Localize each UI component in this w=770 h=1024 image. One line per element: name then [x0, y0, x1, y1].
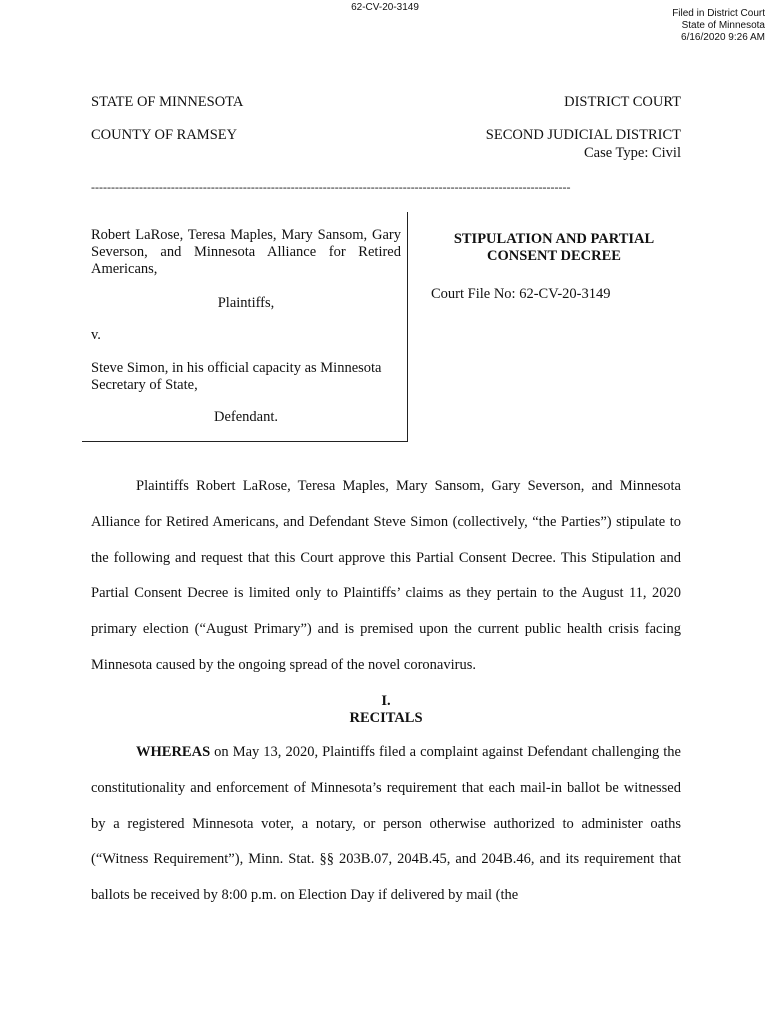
state-heading: STATE OF MINNESOTA: [91, 94, 244, 110]
case-type: Case Type: Civil: [584, 145, 681, 161]
filing-stamp-court: Filed in District Court: [672, 8, 765, 19]
defendant-label: Defendant.: [213, 409, 278, 425]
whereas-lead: WHEREAS: [136, 744, 211, 760]
document-title-line2: CONSENT DECREE: [487, 248, 621, 264]
caption-divider-horizontal: [82, 441, 408, 442]
plaintiffs-names: Robert LaRose, Teresa Maples, Mary Sansom, Gary Severson, and Minnesota Alliance for Retired Americans,: [91, 227, 401, 277]
plaintiffs-label: Plaintiffs,: [217, 295, 275, 311]
section-heading: [91, 693, 681, 727]
caption-parties: [91, 227, 401, 426]
section-number: I.: [381, 693, 391, 709]
filing-stamp-datetime: 6/16/2020 9:26 AM: [681, 32, 765, 43]
county-heading: COUNTY OF RAMSEY: [91, 127, 238, 143]
case-number-stamp: 62-CV-20-3149: [351, 2, 419, 13]
intro-paragraph-block: [91, 469, 681, 684]
court-heading: DISTRICT COURT: [564, 94, 681, 110]
filing-stamp: [672, 8, 765, 44]
recital-paragraph: [91, 735, 681, 914]
recital-paragraph-block: [91, 735, 681, 914]
defendant-name: Steve Simon, in his official capacity as Minnesota Secretary of State,: [91, 360, 382, 393]
intro-paragraph: Plaintiffs Robert LaRose, Teresa Maples, Mary Sansom, Gary Severson, and Minnesota Alliance for Retired Americans, and Defendant Steve Simon (collectively, “the Parties”) stipulate to the following and request that this Court approve this Partial Consent Decree. This Stipulation and Partial Consent Decree is limited only to Plaintiffs’ claims as they pertain to the August 11, 2020 primary election (“August Primary”) and is premised upon the current public health crisis facing Minnesota caused by the ongoing spread of the novel coronavirus.: [91, 478, 681, 673]
versus-label: v.: [91, 327, 101, 343]
court-file-number: Court File No: 62-CV-20-3149: [431, 286, 611, 302]
section-title: RECITALS: [349, 710, 423, 726]
filing-stamp-state: State of Minnesota: [681, 20, 765, 31]
header-separator: ------------------------------------------------------------------------------------------------------------------------: [91, 180, 571, 194]
whereas-text: on May 13, 2020, Plaintiffs filed a complaint against Defendant challenging the constitutionality and enforcement of Minnesota’s requirement that each mail-in ballot be witnessed by a registered Minnesota voter, a notary, or person otherwise authorized to administer oaths (“Witness Requirement”), Minn. Stat. §§ 203B.07, 204B.45, and 204B.46, and its requirement that ballots be received by 8:00 p.m. on Election Day if delivered by mail (the: [91, 744, 681, 904]
document-title-line1: STIPULATION AND PARTIAL: [453, 231, 655, 247]
district-heading: SECOND JUDICIAL DISTRICT: [485, 127, 681, 143]
document-title: [427, 231, 681, 265]
caption-divider-vertical: [407, 212, 408, 442]
